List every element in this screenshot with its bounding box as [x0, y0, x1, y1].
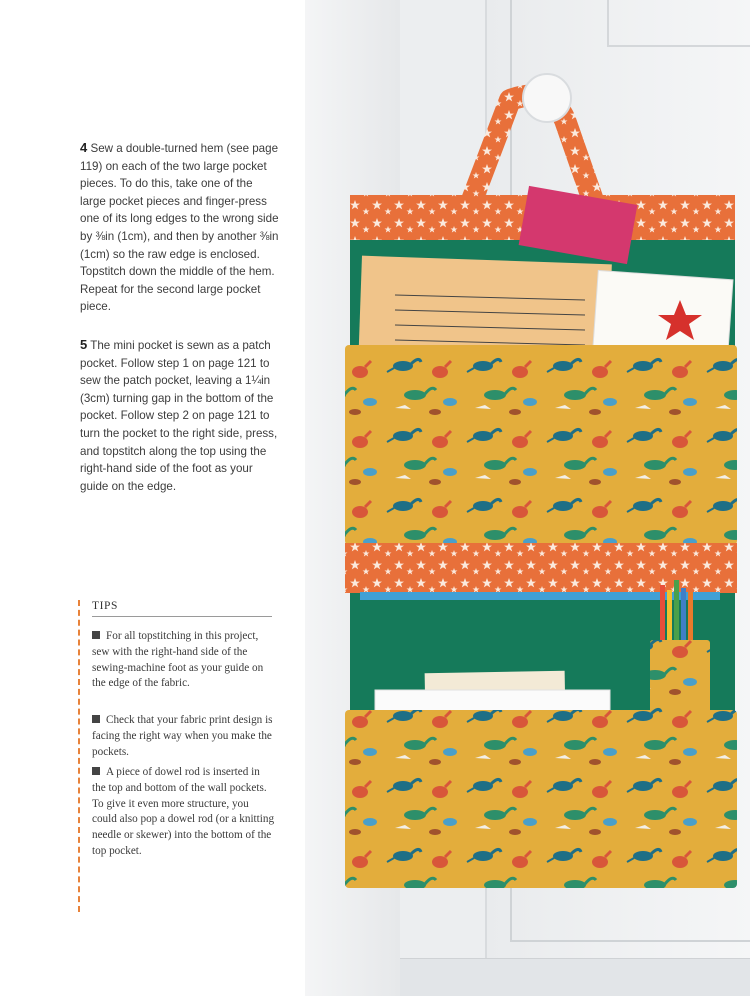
tip-item [92, 629, 276, 692]
tip-item [92, 713, 276, 760]
bottom-dino-pocket [345, 710, 737, 888]
tip-text: For all topstitching in this project, sew with the right-hand side of the sewing-machine foot as your guide on the edge of the fabric. [92, 630, 264, 690]
door-knob [523, 74, 571, 122]
step-number: 5 [80, 337, 88, 352]
tips-box [78, 600, 278, 912]
mini-dino-pocket [650, 640, 710, 720]
step-text: The mini pocket is sewn as a patch pocket. Follow step 1 on page 121 to sew the patch pocket, leaving a 1¼in (3cm) turning gap in the bottom of the pocket. Follow step 2 on page 121 to turn the pocket to the right side, press, and topstitch along the top using the right-hand side of the foot as your guide on the edge. [80, 339, 278, 493]
step-4 [80, 139, 280, 316]
step-text: Sew a double-turned hem (see page 119) on each of the two large pocket pieces. To do this, take one of the large pocket pieces and finger-press one of its long edges to the wrong side by ⅜in (1cm), and then by another ⅜in (1cm) so the raw edge is enclosed. Topstitch down the middle of the hem. Repeat for the second large pocket piece. [80, 142, 279, 314]
tip-item [92, 765, 276, 860]
tip-text: A piece of dowel rod is inserted in the top and bottom of the wall pockets. To give it even more structure, you could also pop a dowel rod (or a knitting needle or skewer) into the bottom of the top pocket. [92, 766, 275, 857]
tips-dashed-rule [78, 600, 80, 912]
wall-pockets-photo [305, 0, 750, 996]
step-5 [80, 336, 280, 495]
square-bullet-icon [92, 767, 100, 775]
square-bullet-icon [92, 715, 100, 723]
top-dino-pocket [345, 345, 737, 545]
wall-pockets-illustration [305, 0, 750, 996]
square-bullet-icon [92, 631, 100, 639]
tip-text: Check that your fabric print design is facing the right way when you make the pockets. [92, 714, 273, 758]
instructions-column [0, 0, 305, 996]
step-number: 4 [80, 140, 88, 155]
tips-heading: TIPS [92, 600, 272, 617]
